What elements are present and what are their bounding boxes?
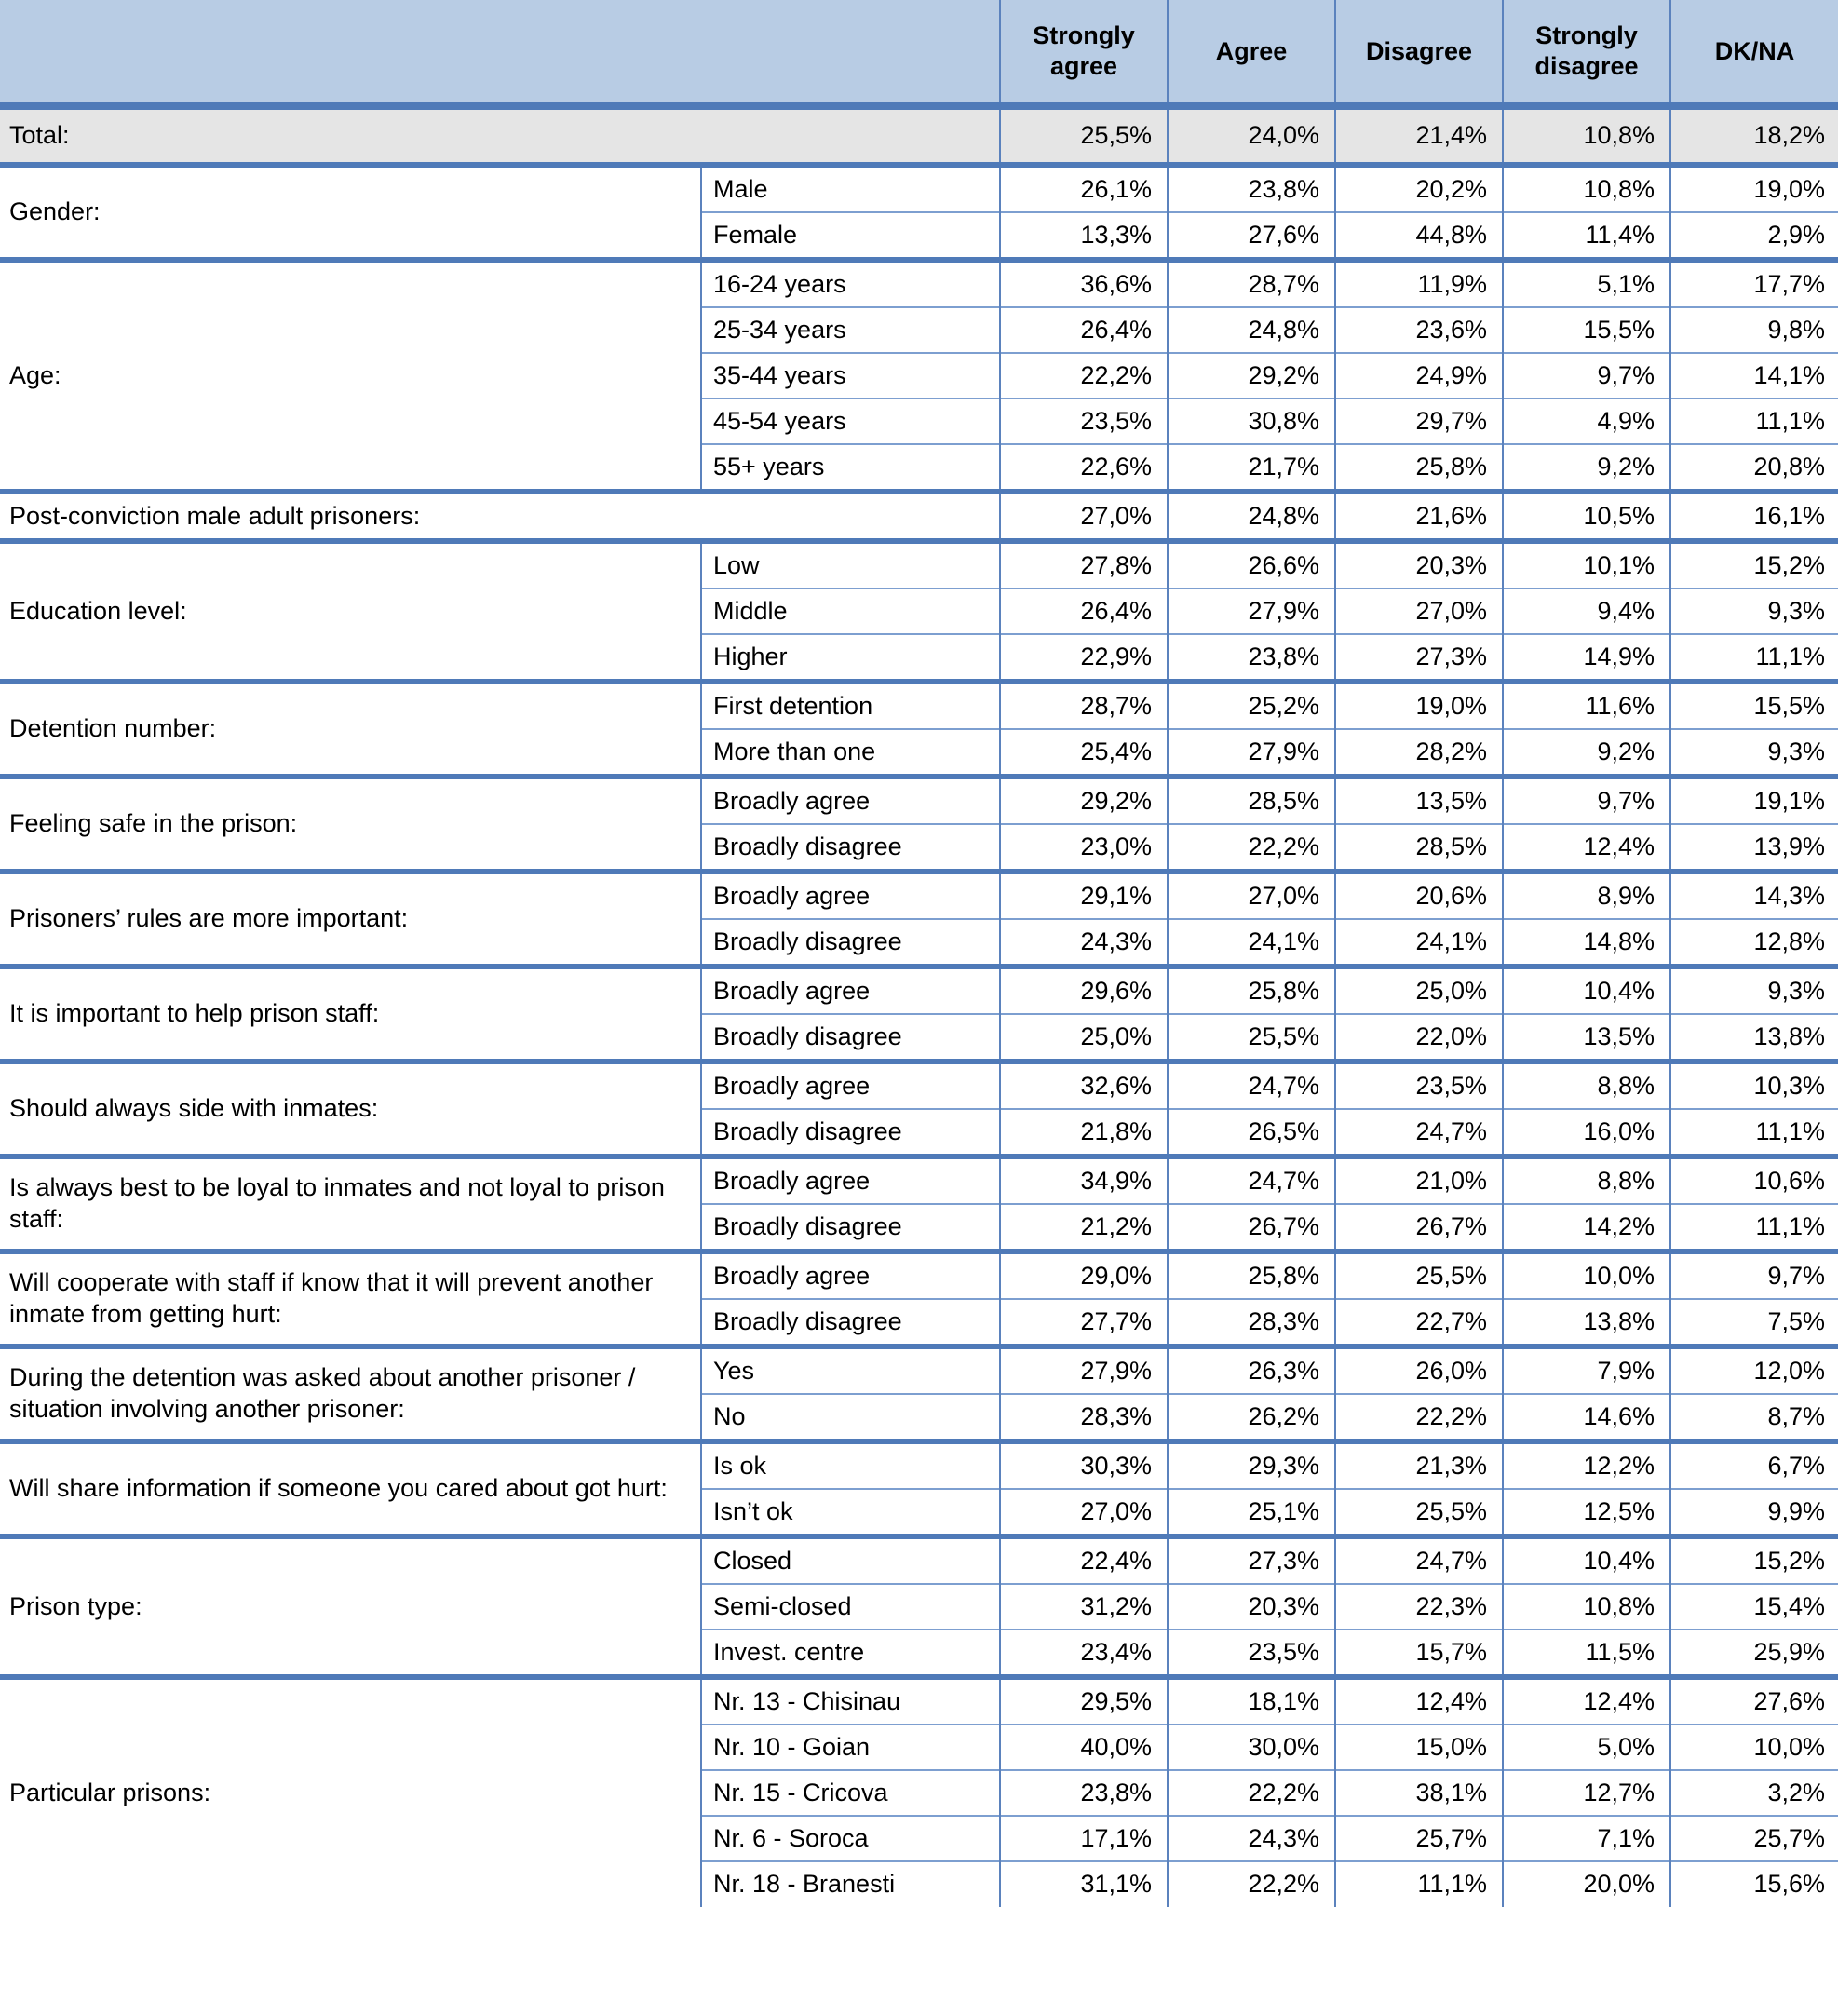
cell-value: 26,5% xyxy=(1168,1109,1335,1157)
table-row xyxy=(0,165,1838,212)
cell-value: 21,2% xyxy=(1000,1204,1168,1252)
cell-value: 27,3% xyxy=(1335,634,1503,682)
cell-value: 10,5% xyxy=(1503,492,1670,541)
cell-value: 26,6% xyxy=(1168,541,1335,589)
cell-value: 25,7% xyxy=(1670,1816,1838,1861)
cell-value: 10,6% xyxy=(1670,1157,1838,1204)
cell-value: 22,2% xyxy=(1168,1861,1335,1907)
cell-value: 28,3% xyxy=(1000,1394,1168,1441)
cell-value: 9,2% xyxy=(1503,444,1670,492)
cell-value: 23,5% xyxy=(1335,1062,1503,1109)
cell-value: 14,9% xyxy=(1503,634,1670,682)
cell-value: 13,3% xyxy=(1000,212,1168,260)
cell-value: 7,5% xyxy=(1670,1299,1838,1346)
cell-value: 21,4% xyxy=(1335,106,1503,165)
cell-value: 25,5% xyxy=(1335,1489,1503,1536)
cell-value: 21,6% xyxy=(1335,492,1503,541)
row-sublabel: No xyxy=(701,1394,1000,1441)
row-sublabel: Closed xyxy=(701,1536,1000,1584)
cell-value: 21,8% xyxy=(1000,1109,1168,1157)
cell-value: 28,5% xyxy=(1335,824,1503,872)
row-sublabel: Yes xyxy=(701,1346,1000,1394)
cell-value: 15,2% xyxy=(1670,1536,1838,1584)
cell-value: 22,4% xyxy=(1000,1536,1168,1584)
cell-value: 5,1% xyxy=(1503,260,1670,307)
group-label: Will share information if someone you cared about got hurt: xyxy=(0,1441,701,1536)
cell-value: 9,7% xyxy=(1503,353,1670,399)
cell-value: 13,8% xyxy=(1670,1014,1838,1062)
cell-value: 10,1% xyxy=(1503,541,1670,589)
cell-value: 30,0% xyxy=(1168,1725,1335,1770)
cell-value: 28,3% xyxy=(1168,1299,1335,1346)
cell-value: 12,0% xyxy=(1670,1346,1838,1394)
cell-value: 7,9% xyxy=(1503,1346,1670,1394)
cell-value: 25,8% xyxy=(1168,1252,1335,1299)
cell-value: 23,5% xyxy=(1168,1630,1335,1677)
cell-value: 27,8% xyxy=(1000,541,1168,589)
cell-value: 9,7% xyxy=(1503,777,1670,824)
cell-value: 5,0% xyxy=(1503,1725,1670,1770)
row-sublabel: Broadly agree xyxy=(701,777,1000,824)
cell-value: 22,7% xyxy=(1335,1299,1503,1346)
row-sublabel: Is ok xyxy=(701,1441,1000,1489)
group-label: Should always side with inmates: xyxy=(0,1062,701,1157)
cell-value: 27,0% xyxy=(1168,872,1335,919)
cell-value: 9,4% xyxy=(1503,589,1670,634)
cell-value: 9,2% xyxy=(1503,729,1670,777)
cell-value: 20,2% xyxy=(1335,165,1503,212)
cell-value: 12,4% xyxy=(1503,824,1670,872)
cell-value: 21,3% xyxy=(1335,1441,1503,1489)
cell-value: 25,5% xyxy=(1335,1252,1503,1299)
cell-value: 15,7% xyxy=(1335,1630,1503,1677)
cell-value: 16,1% xyxy=(1670,492,1838,541)
row-sublabel: Isn’t ok xyxy=(701,1489,1000,1536)
cell-value: 14,1% xyxy=(1670,353,1838,399)
cell-value: 11,1% xyxy=(1670,1204,1838,1252)
cell-value: 8,8% xyxy=(1503,1157,1670,1204)
cell-value: 9,3% xyxy=(1670,729,1838,777)
cell-value: 20,8% xyxy=(1670,444,1838,492)
cell-value: 10,8% xyxy=(1503,1584,1670,1630)
column-header-agree: Agree xyxy=(1168,0,1335,106)
cell-value: 27,9% xyxy=(1168,729,1335,777)
cell-value: 17,1% xyxy=(1000,1816,1168,1861)
cell-value: 11,1% xyxy=(1670,634,1838,682)
cell-value: 24,1% xyxy=(1168,919,1335,967)
cell-value: 27,0% xyxy=(1335,589,1503,634)
cell-value: 21,0% xyxy=(1335,1157,1503,1204)
cell-value: 32,6% xyxy=(1000,1062,1168,1109)
cell-value: 24,1% xyxy=(1335,919,1503,967)
cell-value: 24,8% xyxy=(1168,307,1335,353)
cell-value: 29,2% xyxy=(1168,353,1335,399)
group-label: Gender: xyxy=(0,165,701,260)
column-header-disagree: Disagree xyxy=(1335,0,1503,106)
table-row xyxy=(0,872,1838,919)
row-sublabel: Nr. 10 - Goian xyxy=(701,1725,1000,1770)
row-sublabel: Nr. 18 - Branesti xyxy=(701,1861,1000,1907)
row-sublabel: 55+ years xyxy=(701,444,1000,492)
cell-value: 24,9% xyxy=(1335,353,1503,399)
cell-value: 11,6% xyxy=(1503,682,1670,729)
row-sublabel: Broadly disagree xyxy=(701,1204,1000,1252)
table-row xyxy=(0,967,1838,1014)
group-label: Feeling safe in the prison: xyxy=(0,777,701,872)
cell-value: 14,8% xyxy=(1503,919,1670,967)
cell-value: 27,7% xyxy=(1000,1299,1168,1346)
group-label: Prison type: xyxy=(0,1536,701,1677)
table-row xyxy=(0,1677,1838,1725)
cell-value: 19,1% xyxy=(1670,777,1838,824)
cell-value: 23,4% xyxy=(1000,1630,1168,1677)
cell-value: 27,3% xyxy=(1168,1536,1335,1584)
cell-value: 22,2% xyxy=(1168,1770,1335,1816)
cell-value: 22,9% xyxy=(1000,634,1168,682)
cell-value: 12,2% xyxy=(1503,1441,1670,1489)
cell-value: 13,5% xyxy=(1335,777,1503,824)
cell-value: 23,0% xyxy=(1000,824,1168,872)
cell-value: 25,5% xyxy=(1000,106,1168,165)
cell-value: 20,6% xyxy=(1335,872,1503,919)
table-header xyxy=(0,0,1838,106)
cell-value: 28,2% xyxy=(1335,729,1503,777)
cell-value: 10,3% xyxy=(1670,1062,1838,1109)
cell-value: 28,7% xyxy=(1000,682,1168,729)
group-label: Age: xyxy=(0,260,701,492)
cell-value: 26,3% xyxy=(1168,1346,1335,1394)
cell-value: 11,9% xyxy=(1335,260,1503,307)
cell-value: 24,3% xyxy=(1000,919,1168,967)
row-sublabel: Female xyxy=(701,212,1000,260)
cell-value: 24,0% xyxy=(1168,106,1335,165)
cell-value: 29,0% xyxy=(1000,1252,1168,1299)
row-sublabel: Nr. 15 - Cricova xyxy=(701,1770,1000,1816)
cell-value: 24,8% xyxy=(1168,492,1335,541)
group-label: During the detention was asked about another prisoner / situation involving another prisoner: xyxy=(0,1346,701,1441)
cell-value: 31,2% xyxy=(1000,1584,1168,1630)
cell-value: 29,6% xyxy=(1000,967,1168,1014)
cell-value: 36,6% xyxy=(1000,260,1168,307)
group-label: Post-conviction male adult prisoners: xyxy=(0,492,1000,541)
row-sublabel: Broadly disagree xyxy=(701,824,1000,872)
cell-value: 20,0% xyxy=(1503,1861,1670,1907)
cell-value: 30,8% xyxy=(1168,399,1335,444)
cell-value: 29,3% xyxy=(1168,1441,1335,1489)
cell-value: 13,8% xyxy=(1503,1299,1670,1346)
row-sublabel: Broadly disagree xyxy=(701,1299,1000,1346)
cell-value: 13,9% xyxy=(1670,824,1838,872)
cell-value: 12,4% xyxy=(1335,1677,1503,1725)
cell-value: 29,5% xyxy=(1000,1677,1168,1725)
row-sublabel: 35-44 years xyxy=(701,353,1000,399)
cell-value: 3,2% xyxy=(1670,1770,1838,1816)
cell-value: 9,3% xyxy=(1670,589,1838,634)
cell-value: 9,8% xyxy=(1670,307,1838,353)
cell-value: 12,5% xyxy=(1503,1489,1670,1536)
row-sublabel: Low xyxy=(701,541,1000,589)
cell-value: 14,6% xyxy=(1503,1394,1670,1441)
cell-value: 28,7% xyxy=(1168,260,1335,307)
row-sublabel: Male xyxy=(701,165,1000,212)
cell-value: 15,4% xyxy=(1670,1584,1838,1630)
cell-value: 26,2% xyxy=(1168,1394,1335,1441)
cell-value: 11,5% xyxy=(1503,1630,1670,1677)
cell-value: 25,2% xyxy=(1168,682,1335,729)
group-label: Will cooperate with staff if know that it will prevent another inmate from getting hurt: xyxy=(0,1252,701,1346)
row-sublabel: Broadly agree xyxy=(701,1252,1000,1299)
table-body xyxy=(0,106,1838,1907)
cell-value: 44,8% xyxy=(1335,212,1503,260)
column-header-strongly-disagree: Strongly disagree xyxy=(1503,0,1670,106)
cell-value: 22,3% xyxy=(1335,1584,1503,1630)
table-row xyxy=(0,1157,1838,1204)
row-sublabel: Broadly agree xyxy=(701,1062,1000,1109)
cell-value: 22,6% xyxy=(1000,444,1168,492)
cell-value: 26,7% xyxy=(1335,1204,1503,1252)
cell-value: 24,7% xyxy=(1168,1157,1335,1204)
cell-value: 38,1% xyxy=(1335,1770,1503,1816)
cell-value: 8,7% xyxy=(1670,1394,1838,1441)
cell-value: 18,1% xyxy=(1168,1677,1335,1725)
cell-value: 28,5% xyxy=(1168,777,1335,824)
table-row xyxy=(0,1252,1838,1299)
table-row xyxy=(0,1536,1838,1584)
table-row xyxy=(0,541,1838,589)
row-sublabel: Broadly agree xyxy=(701,967,1000,1014)
cell-value: 27,0% xyxy=(1000,1489,1168,1536)
cell-value: 27,9% xyxy=(1000,1346,1168,1394)
cell-value: 25,5% xyxy=(1168,1014,1335,1062)
cell-value: 24,7% xyxy=(1335,1536,1503,1584)
group-label: It is important to help prison staff: xyxy=(0,967,701,1062)
cell-value: 12,7% xyxy=(1503,1770,1670,1816)
cell-value: 14,3% xyxy=(1670,872,1838,919)
cell-value: 12,8% xyxy=(1670,919,1838,967)
table-row xyxy=(0,682,1838,729)
table-row xyxy=(0,1062,1838,1109)
table-row xyxy=(0,260,1838,307)
row-sublabel: Broadly agree xyxy=(701,872,1000,919)
table-row xyxy=(0,1441,1838,1489)
row-sublabel: Broadly disagree xyxy=(701,1109,1000,1157)
cell-value: 26,4% xyxy=(1000,589,1168,634)
cell-value: 24,7% xyxy=(1168,1062,1335,1109)
row-sublabel: 45-54 years xyxy=(701,399,1000,444)
header-blank-cell xyxy=(0,0,1000,106)
group-label: Is always best to be loyal to inmates and not loyal to prison staff: xyxy=(0,1157,701,1252)
table-row xyxy=(0,777,1838,824)
cell-value: 24,7% xyxy=(1335,1109,1503,1157)
cell-value: 16,0% xyxy=(1503,1109,1670,1157)
cell-value: 25,0% xyxy=(1335,967,1503,1014)
cell-value: 15,0% xyxy=(1335,1725,1503,1770)
group-label: Total: xyxy=(0,106,1000,165)
cell-value: 25,1% xyxy=(1168,1489,1335,1536)
cell-value: 26,7% xyxy=(1168,1204,1335,1252)
cell-value: 29,1% xyxy=(1000,872,1168,919)
cell-value: 22,2% xyxy=(1335,1394,1503,1441)
cell-value: 2,9% xyxy=(1670,212,1838,260)
cell-value: 15,6% xyxy=(1670,1861,1838,1907)
cell-value: 25,9% xyxy=(1670,1630,1838,1677)
cell-value: 25,0% xyxy=(1000,1014,1168,1062)
column-header-strongly-agree: Strongly agree xyxy=(1000,0,1168,106)
cell-value: 25,7% xyxy=(1335,1816,1503,1861)
cell-value: 26,1% xyxy=(1000,165,1168,212)
cell-value: 26,0% xyxy=(1335,1346,1503,1394)
cell-value: 10,8% xyxy=(1503,106,1670,165)
cell-value: 27,6% xyxy=(1168,212,1335,260)
cell-value: 30,3% xyxy=(1000,1441,1168,1489)
cell-value: 11,4% xyxy=(1503,212,1670,260)
group-label: Prisoners’ rules are more important: xyxy=(0,872,701,967)
cell-value: 27,6% xyxy=(1670,1677,1838,1725)
row-sublabel: Invest. centre xyxy=(701,1630,1000,1677)
cell-value: 17,7% xyxy=(1670,260,1838,307)
cell-value: 19,0% xyxy=(1670,165,1838,212)
row-sublabel: Middle xyxy=(701,589,1000,634)
cell-value: 29,2% xyxy=(1000,777,1168,824)
cell-value: 8,9% xyxy=(1503,872,1670,919)
cell-value: 9,7% xyxy=(1670,1252,1838,1299)
group-label: Education level: xyxy=(0,541,701,682)
header-row xyxy=(0,0,1838,106)
cell-value: 9,3% xyxy=(1670,967,1838,1014)
cell-value: 13,5% xyxy=(1503,1014,1670,1062)
cell-value: 10,4% xyxy=(1503,1536,1670,1584)
cell-value: 20,3% xyxy=(1168,1584,1335,1630)
cell-value: 29,7% xyxy=(1335,399,1503,444)
cell-value: 15,5% xyxy=(1670,682,1838,729)
group-label: Particular prisons: xyxy=(0,1677,701,1907)
cell-value: 6,7% xyxy=(1670,1441,1838,1489)
cell-value: 25,8% xyxy=(1335,444,1503,492)
cell-value: 31,1% xyxy=(1000,1861,1168,1907)
cell-value: 22,2% xyxy=(1000,353,1168,399)
cell-value: 23,8% xyxy=(1168,634,1335,682)
row-sublabel: First detention xyxy=(701,682,1000,729)
cell-value: 11,1% xyxy=(1670,1109,1838,1157)
row-sublabel: Semi-closed xyxy=(701,1584,1000,1630)
cell-value: 10,4% xyxy=(1503,967,1670,1014)
cell-value: 27,0% xyxy=(1000,492,1168,541)
row-sublabel: Higher xyxy=(701,634,1000,682)
cell-value: 18,2% xyxy=(1670,106,1838,165)
cell-value: 10,0% xyxy=(1503,1252,1670,1299)
cell-value: 26,4% xyxy=(1000,307,1168,353)
cell-value: 21,7% xyxy=(1168,444,1335,492)
cell-value: 15,2% xyxy=(1670,541,1838,589)
row-sublabel: More than one xyxy=(701,729,1000,777)
cell-value: 40,0% xyxy=(1000,1725,1168,1770)
cell-value: 10,8% xyxy=(1503,165,1670,212)
cell-value: 10,0% xyxy=(1670,1725,1838,1770)
row-sublabel: Broadly disagree xyxy=(701,1014,1000,1062)
cell-value: 27,9% xyxy=(1168,589,1335,634)
cell-value: 8,8% xyxy=(1503,1062,1670,1109)
table-row xyxy=(0,492,1838,541)
cell-value: 24,3% xyxy=(1168,1816,1335,1861)
cell-value: 4,9% xyxy=(1503,399,1670,444)
row-sublabel: Nr. 6 - Soroca xyxy=(701,1816,1000,1861)
cell-value: 15,5% xyxy=(1503,307,1670,353)
table-row xyxy=(0,1346,1838,1394)
cell-value: 19,0% xyxy=(1335,682,1503,729)
cell-value: 14,2% xyxy=(1503,1204,1670,1252)
row-sublabel: Nr. 13 - Chisinau xyxy=(701,1677,1000,1725)
row-sublabel: 16-24 years xyxy=(701,260,1000,307)
cell-value: 22,2% xyxy=(1168,824,1335,872)
row-sublabel: 25-34 years xyxy=(701,307,1000,353)
cell-value: 12,4% xyxy=(1503,1677,1670,1725)
cell-value: 23,8% xyxy=(1000,1770,1168,1816)
cell-value: 25,4% xyxy=(1000,729,1168,777)
cell-value: 23,8% xyxy=(1168,165,1335,212)
cell-value: 23,5% xyxy=(1000,399,1168,444)
cell-value: 34,9% xyxy=(1000,1157,1168,1204)
cell-value: 23,6% xyxy=(1335,307,1503,353)
cell-value: 20,3% xyxy=(1335,541,1503,589)
cell-value: 22,0% xyxy=(1335,1014,1503,1062)
row-sublabel: Broadly disagree xyxy=(701,919,1000,967)
row-sublabel: Broadly agree xyxy=(701,1157,1000,1204)
cell-value: 9,9% xyxy=(1670,1489,1838,1536)
cell-value: 11,1% xyxy=(1335,1861,1503,1907)
table-row xyxy=(0,106,1838,165)
group-label: Detention number: xyxy=(0,682,701,777)
cell-value: 7,1% xyxy=(1503,1816,1670,1861)
cell-value: 11,1% xyxy=(1670,399,1838,444)
cell-value: 25,8% xyxy=(1168,967,1335,1014)
column-header-dk-na: DK/NA xyxy=(1670,0,1838,106)
